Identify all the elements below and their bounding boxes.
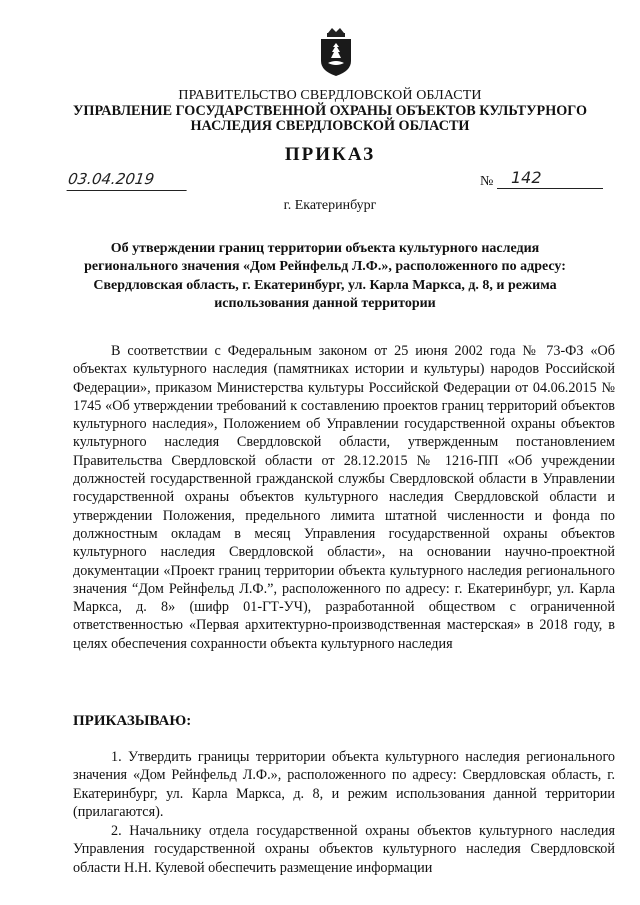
document-type: ПРИКАЗ [284, 144, 376, 165]
department-name: УПРАВЛЕНИЕ ГОСУДАРСТВЕННОЙ ОХРАНЫ ОБЪЕКТОВ КУЛЬТУРНОГО НАСЛЕДИЯ СВЕРДЛОВСКОЙ ОБЛАСТИ [73, 103, 587, 134]
order-item-2: 2. Начальнику отдела государственной охраны объектов культурного наследия Управления государственной охраны объектов культурного наследия Свердловской области Н.Н. Кулевой обеспечить размещение информации [73, 823, 615, 876]
order-number: 142 [497, 168, 603, 189]
coat-of-arms-icon [318, 27, 354, 77]
order-date: 03.04.2019 [67, 170, 190, 191]
government-name: ПРАВИТЕЛЬСТВО СВЕРДЛОВСКОЙ ОБЛАСТИ [178, 88, 482, 103]
preamble-paragraph: В соответствии с Федеральным законом от 25 июня 2002 года № 73-ФЗ «Об объектах культурного наследия (памятниках истории и культуры) народов Российской Федерации», приказом Министерства культуры Российской Федерации от 04.06.2015 № 1745 «Об утверждении требований к составлению проектов границ территорий объектов культурного наследия», Положением об Управлении государственной охраны объектов культурного наследия Свердловской области, утвержденным постановлением Правительства Свердловской области от 28.12.2015 № 1216-ПП «Об учреждении должностей государственной гражданской службы Свердловской области в Управлении государственной охраны объектов культурного наследия Свердловской области и утверждении Положения, предельного лимита штатной численности и фонда по должностным окладам в месяц Управления государственной охраны объектов культурного наследия Свердловской области», на основании научно-проектной документации «Проект границ территории объекта культурного наследия регионального значения “Дом Рейнфельд Л.Ф.”, расположенного по адресу: г. Екатеринбург, ул. Карла Маркса, д. 8» (шифр 01-ГТ-УЧ), разработанной обществом с ограниченной ответственностью «Первая архитектурно-производственная мастерская» в 2018 году, в целях обеспечения сохранности объекта культурного наследия [73, 343, 615, 652]
order-item-1: 1. Утвердить границы территории объекта культурного наследия регионального значения «Дом Рейнфельд Л.Ф.», расположенного по адресу: Свердловская область, г. Екатеринбург, ул. Карла Маркса, д. 8, и режим использования данной территории (прилагаются). [73, 749, 615, 820]
order-number-label: № [480, 174, 494, 189]
orders-heading: ПРИКАЗЫВАЮ: [73, 713, 192, 729]
city: г. Екатеринбург [283, 198, 377, 213]
order-title: Об утверждении границ территории объекта культурного наследия регионального значения «Дом Рейнфельд Л.Ф.», расположенного по адресу: Свердловская область, г. Екатеринбург, ул. Карла Маркса, д. 8, и режима использования данной территории [84, 241, 566, 311]
